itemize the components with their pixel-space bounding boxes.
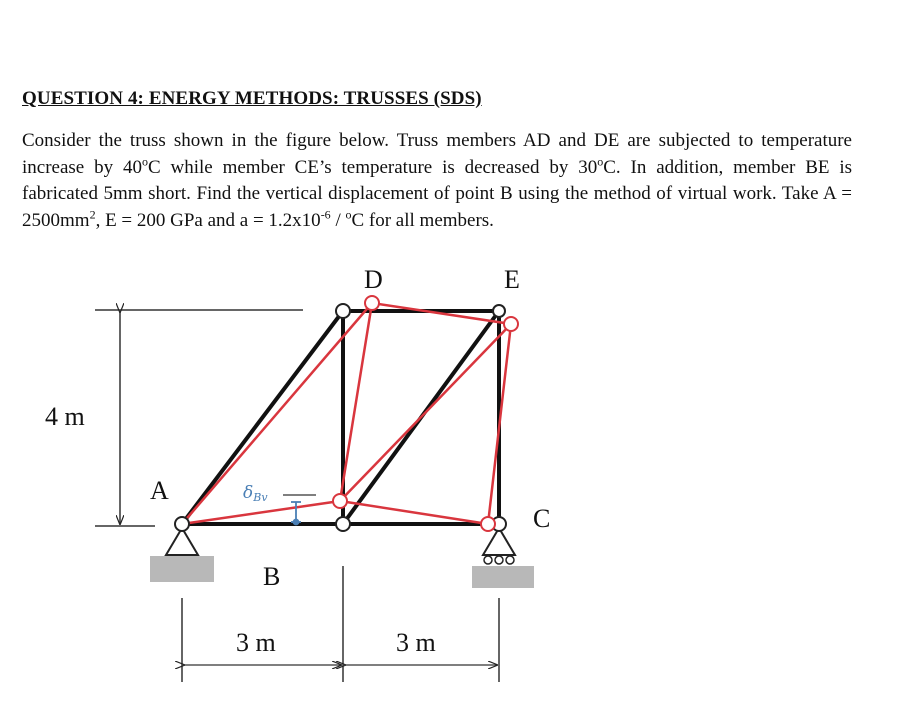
- joint-e: [493, 305, 505, 317]
- question-text: Consider the truss shown in the figure below. Truss members AD and DE are subjected to temperature increase by 40$^o$C while member CE’s temperature is decreased by 30$^o$C. In addition, member BE is fabricated 5mm short. Find the vertical displacement of point B using the method of virtual work. Take $A = 2500mm^2$, E = 200 GPa and $a = 1.2x10^{-6} / ^oC$ for all members.: [22, 130, 853, 231]
- question-title: QUESTION 4: ENERGY METHODS: TRUSSES (SDS): [22, 88, 482, 109]
- delta-bv-label: δBv: [243, 483, 268, 504]
- deflected-joint-c: [481, 517, 495, 531]
- deflected-ab: [182, 501, 340, 524]
- height-label: 4 m: [45, 402, 85, 431]
- joint-d: [336, 304, 350, 318]
- joint-b: [336, 517, 350, 531]
- pin-support-a: [150, 528, 214, 582]
- span-dimension: [182, 566, 499, 682]
- span-left-label: 3 m: [236, 628, 276, 657]
- label-e: E: [504, 265, 520, 294]
- label-c: C: [533, 504, 551, 533]
- deflected-be: [340, 324, 511, 501]
- roller-support-c: [472, 528, 534, 588]
- label-b: B: [263, 562, 281, 591]
- delta-bv-indicator: [291, 502, 301, 525]
- deflected-joint-d: [365, 296, 379, 310]
- deflected-joint-e: [504, 317, 518, 331]
- deflected-truss: [182, 303, 511, 524]
- deflected-bc: [340, 501, 488, 524]
- label-d: D: [364, 265, 383, 294]
- label-a: A: [150, 476, 169, 505]
- span-right-label: 3 m: [396, 628, 436, 657]
- deflected-joint-b: [333, 494, 347, 508]
- joint-a: [175, 517, 189, 531]
- deflected-de: [372, 303, 511, 324]
